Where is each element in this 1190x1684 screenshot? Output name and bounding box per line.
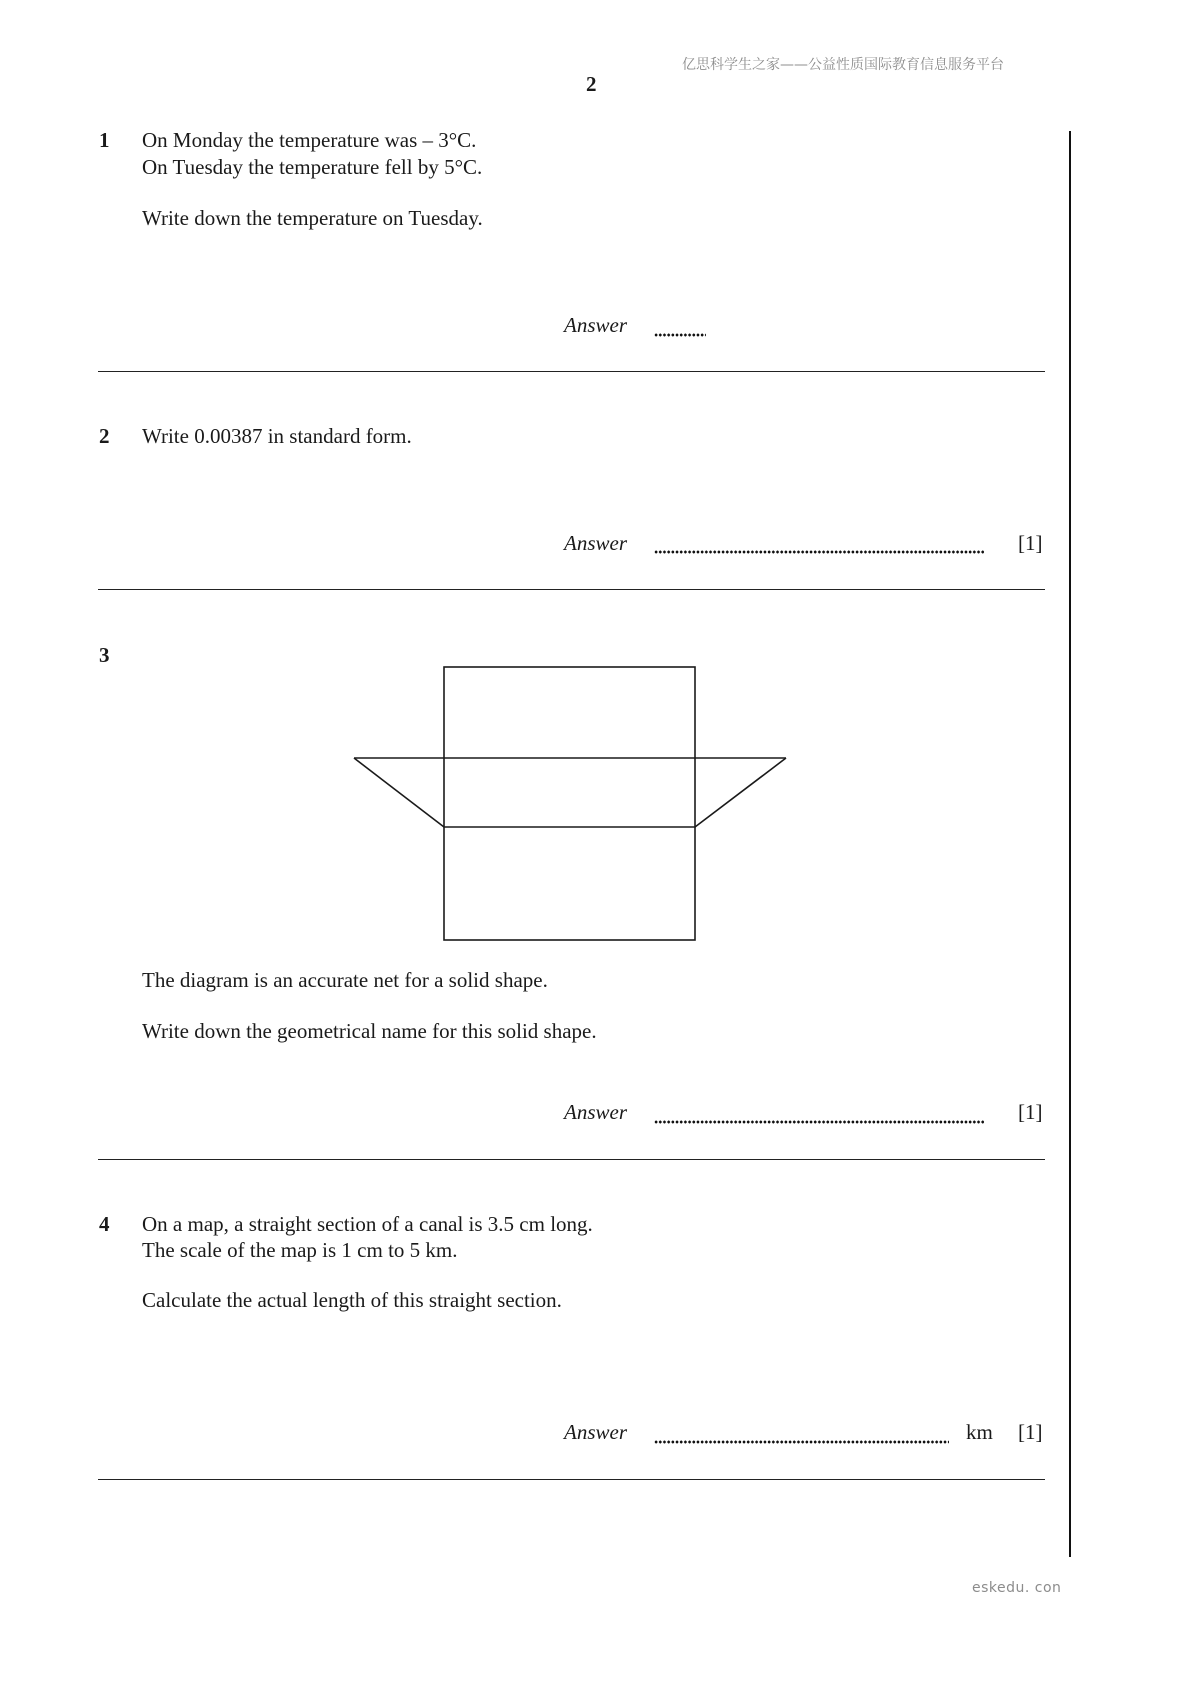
margin-line: [1069, 131, 1071, 1557]
watermark-text: 亿思科学生之家——公益性质国际教育信息服务平台: [682, 57, 1004, 73]
question-3-instruction: Write down the geometrical name for this solid shape.: [142, 1019, 597, 1043]
question-4-number: 4: [99, 1212, 110, 1236]
question-2-mark: [1]: [1018, 531, 1043, 555]
question-4-answer-label: Answer: [564, 1420, 627, 1444]
question-1-line-2: On Tuesday the temperature fell by 5°C.: [142, 155, 483, 179]
question-4-line-2: The scale of the map is 1 cm to 5 km.: [142, 1238, 458, 1262]
question-3-text: The diagram is an accurate net for a solid shape.: [142, 968, 548, 992]
question-2-text: Write 0.00387 in standard form.: [142, 424, 412, 448]
question-1-answer-label: Answer: [564, 313, 627, 337]
question-4-unit: km: [966, 1420, 993, 1444]
question-2-number: 2: [99, 424, 110, 448]
question-3-answer-field[interactable]: [654, 1119, 984, 1125]
question-2-answer-field[interactable]: [654, 549, 984, 555]
question-1-number: 1: [99, 128, 110, 152]
question-4-line-1: On a map, a straight section of a canal is 3.5 cm long.: [142, 1212, 593, 1236]
question-4-instruction: Calculate the actual length of this straight section.: [142, 1288, 562, 1312]
solid-net-diagram: [350, 662, 790, 947]
question-4-answer-field[interactable]: [654, 1439, 949, 1445]
net-outline-rectangle: [444, 667, 695, 940]
question-4-mark: [1]: [1018, 1420, 1043, 1444]
page-number: 2: [586, 72, 597, 96]
question-3-answer-label: Answer: [564, 1100, 627, 1124]
question-1-divider: [98, 371, 1045, 372]
question-3-divider: [98, 1159, 1045, 1160]
net-left-triangle-edge: [354, 758, 444, 827]
net-right-triangle-edge: [695, 758, 786, 827]
footer-site-text: eskedu. con: [972, 1580, 1062, 1596]
question-1-instruction: Write down the temperature on Tuesday.: [142, 206, 483, 230]
question-3-number: 3: [99, 643, 110, 667]
question-4-divider: [98, 1479, 1045, 1480]
question-3-mark: [1]: [1018, 1100, 1043, 1124]
question-2-answer-label: Answer: [564, 531, 627, 555]
question-1-answer-field[interactable]: [654, 332, 706, 338]
question-1-line-1: On Monday the temperature was – 3°C.: [142, 128, 477, 152]
question-2-divider: [98, 589, 1045, 590]
